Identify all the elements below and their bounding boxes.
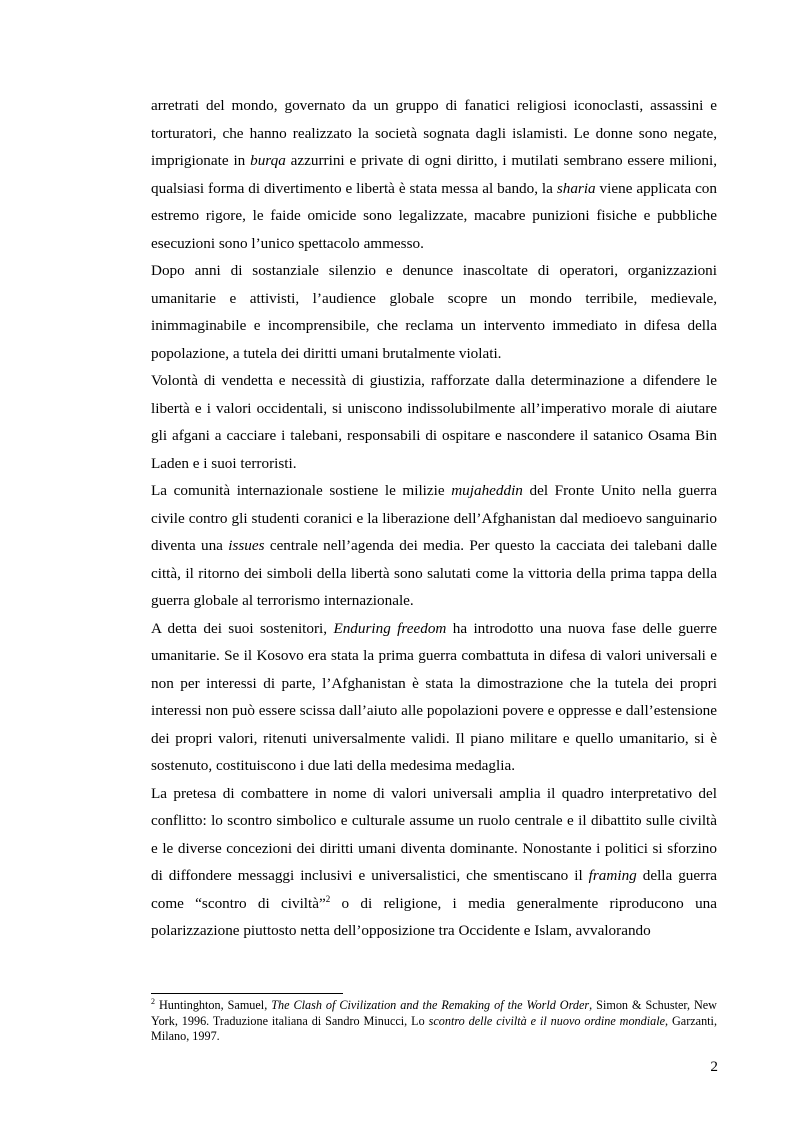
italic-term: burqa — [250, 152, 286, 169]
body-text — [151, 92, 717, 945]
paragraph — [151, 615, 717, 780]
text-run: viene applicata con estremo rigore, le faide omicide sono legalizzate, macabre punizioni fisiche e pubbliche esecuzioni sono l’unico spettacolo ammesso. — [151, 179, 717, 252]
footnote — [151, 998, 717, 1045]
text-run: Volontà di vendetta e necessità di giustizia, rafforzate dalla determinazione a difendere le libertà e i valori occidentali, si uniscono indissolubilmente all’imperativo morale di aiutare gli afgani a cacciare i talebani, responsabili di ospitare e nascondere il satanico Osama Bin Laden e i suoi terroristi. — [151, 372, 717, 472]
footnote-separator — [151, 993, 343, 994]
italic-term: scontro delle civiltà e il nuovo ordine mondiale — [428, 1013, 666, 1028]
footnote-reference: 2 — [151, 997, 155, 1006]
text-run: centrale nell’agenda dei media. Per questo la cacciata dei talebani dalle città, il ritorno dei simboli della libertà sono salutati come la vittoria della prima tappa della guerra globale al terrorismo internazionale. — [151, 537, 718, 609]
text-run: o di religione, i media generalmente riproducono una polarizzazione piuttosto netta dell’opposizione tra Occidente e Islam, avvalorando — [151, 894, 717, 939]
text-run: del Fronte Unito nella guerra civile contro gli studenti coranici e la liberazione dell’Afghanistan dal medioevo sanguinario diventa una — [151, 482, 717, 554]
text-run: della guerra come “scontro di civiltà” — [151, 867, 717, 912]
italic-term: issues — [228, 537, 265, 554]
paragraph — [151, 780, 717, 945]
paragraph — [151, 92, 717, 257]
text-run: La pretesa di combattere in nome di valori universali amplia il quadro interpretativo del conflitto: lo scontro simbolico e culturale assume un ruolo centrale e il dibattito sulle civiltà e le diverse concezioni dei diritti umani diventa dominante. Nonostante i politici si sforzino di diffondere messaggi inclusivi e universalistici, che smentiscano il — [151, 784, 717, 884]
italic-term: The Clash of Civilization and the Remaking of the World Order — [271, 998, 590, 1012]
text-run: ha introdotto una nuova fase delle guerre umanitarie. Se il Kosovo era stata la prima guerra combattuta in difesa di valori universali e non per interessi di parte, l’Afghanistan è stata la dimostrazione che la tutela dei propri interessi non può essere scissa dall’aiuto alle popolazioni povere e oppresse e dall’estensione dei propri valori, ritenuti universalmente validi. Il piano militare e quello umanitario, si è sostenuto, costituiscono i due lati della medesima medaglia. — [151, 619, 717, 774]
text-run: , Simon & Schuster, New York, 1996. Traduzione italiana di Sandro Minucci, Lo — [151, 998, 717, 1028]
paragraph — [151, 257, 717, 367]
footnote-reference: 2 — [325, 893, 331, 904]
italic-term: framing — [588, 867, 637, 884]
text-run: azzurrini e private di ogni diritto, i mutilati sembrano essere milioni, qualsiasi forma di divertimento e libertà è stata messa al bando, la — [151, 152, 717, 197]
text-run: Dopo anni di sostanziale silenzio e denunce inascoltate di operatori, organizzazioni umanitarie e attivisti, l’audience globale scopre un mondo terribile, medievale, inimmaginabile e incomprensibile, che reclama un intervento immediato in difesa della popolazione, a tutela dei diritti umani brutalmente violati. — [151, 262, 717, 362]
text-run: arretrati del mondo, governato da un gruppo di fanatici religiosi iconoclasti, assassini e torturatori, che hanno realizzato la società sognata dagli islamisti. Le donne sono negate, imprigionate in — [151, 97, 717, 169]
italic-term: Enduring freedom — [333, 619, 447, 637]
page-number: 2 — [710, 1058, 718, 1075]
text-run: A detta dei suoi sostenitori, — [151, 619, 334, 637]
italic-term: mujaheddin — [451, 482, 523, 499]
text-run: La comunità internazionale sostiene le milizie — [151, 482, 452, 499]
paragraph — [151, 477, 717, 615]
text-run: Huntinghton, Samuel, — [155, 998, 272, 1012]
paragraph — [151, 367, 717, 477]
text-run: , Garzanti, Milano, 1997. — [151, 1013, 717, 1043]
italic-term: sharia — [556, 179, 596, 197]
